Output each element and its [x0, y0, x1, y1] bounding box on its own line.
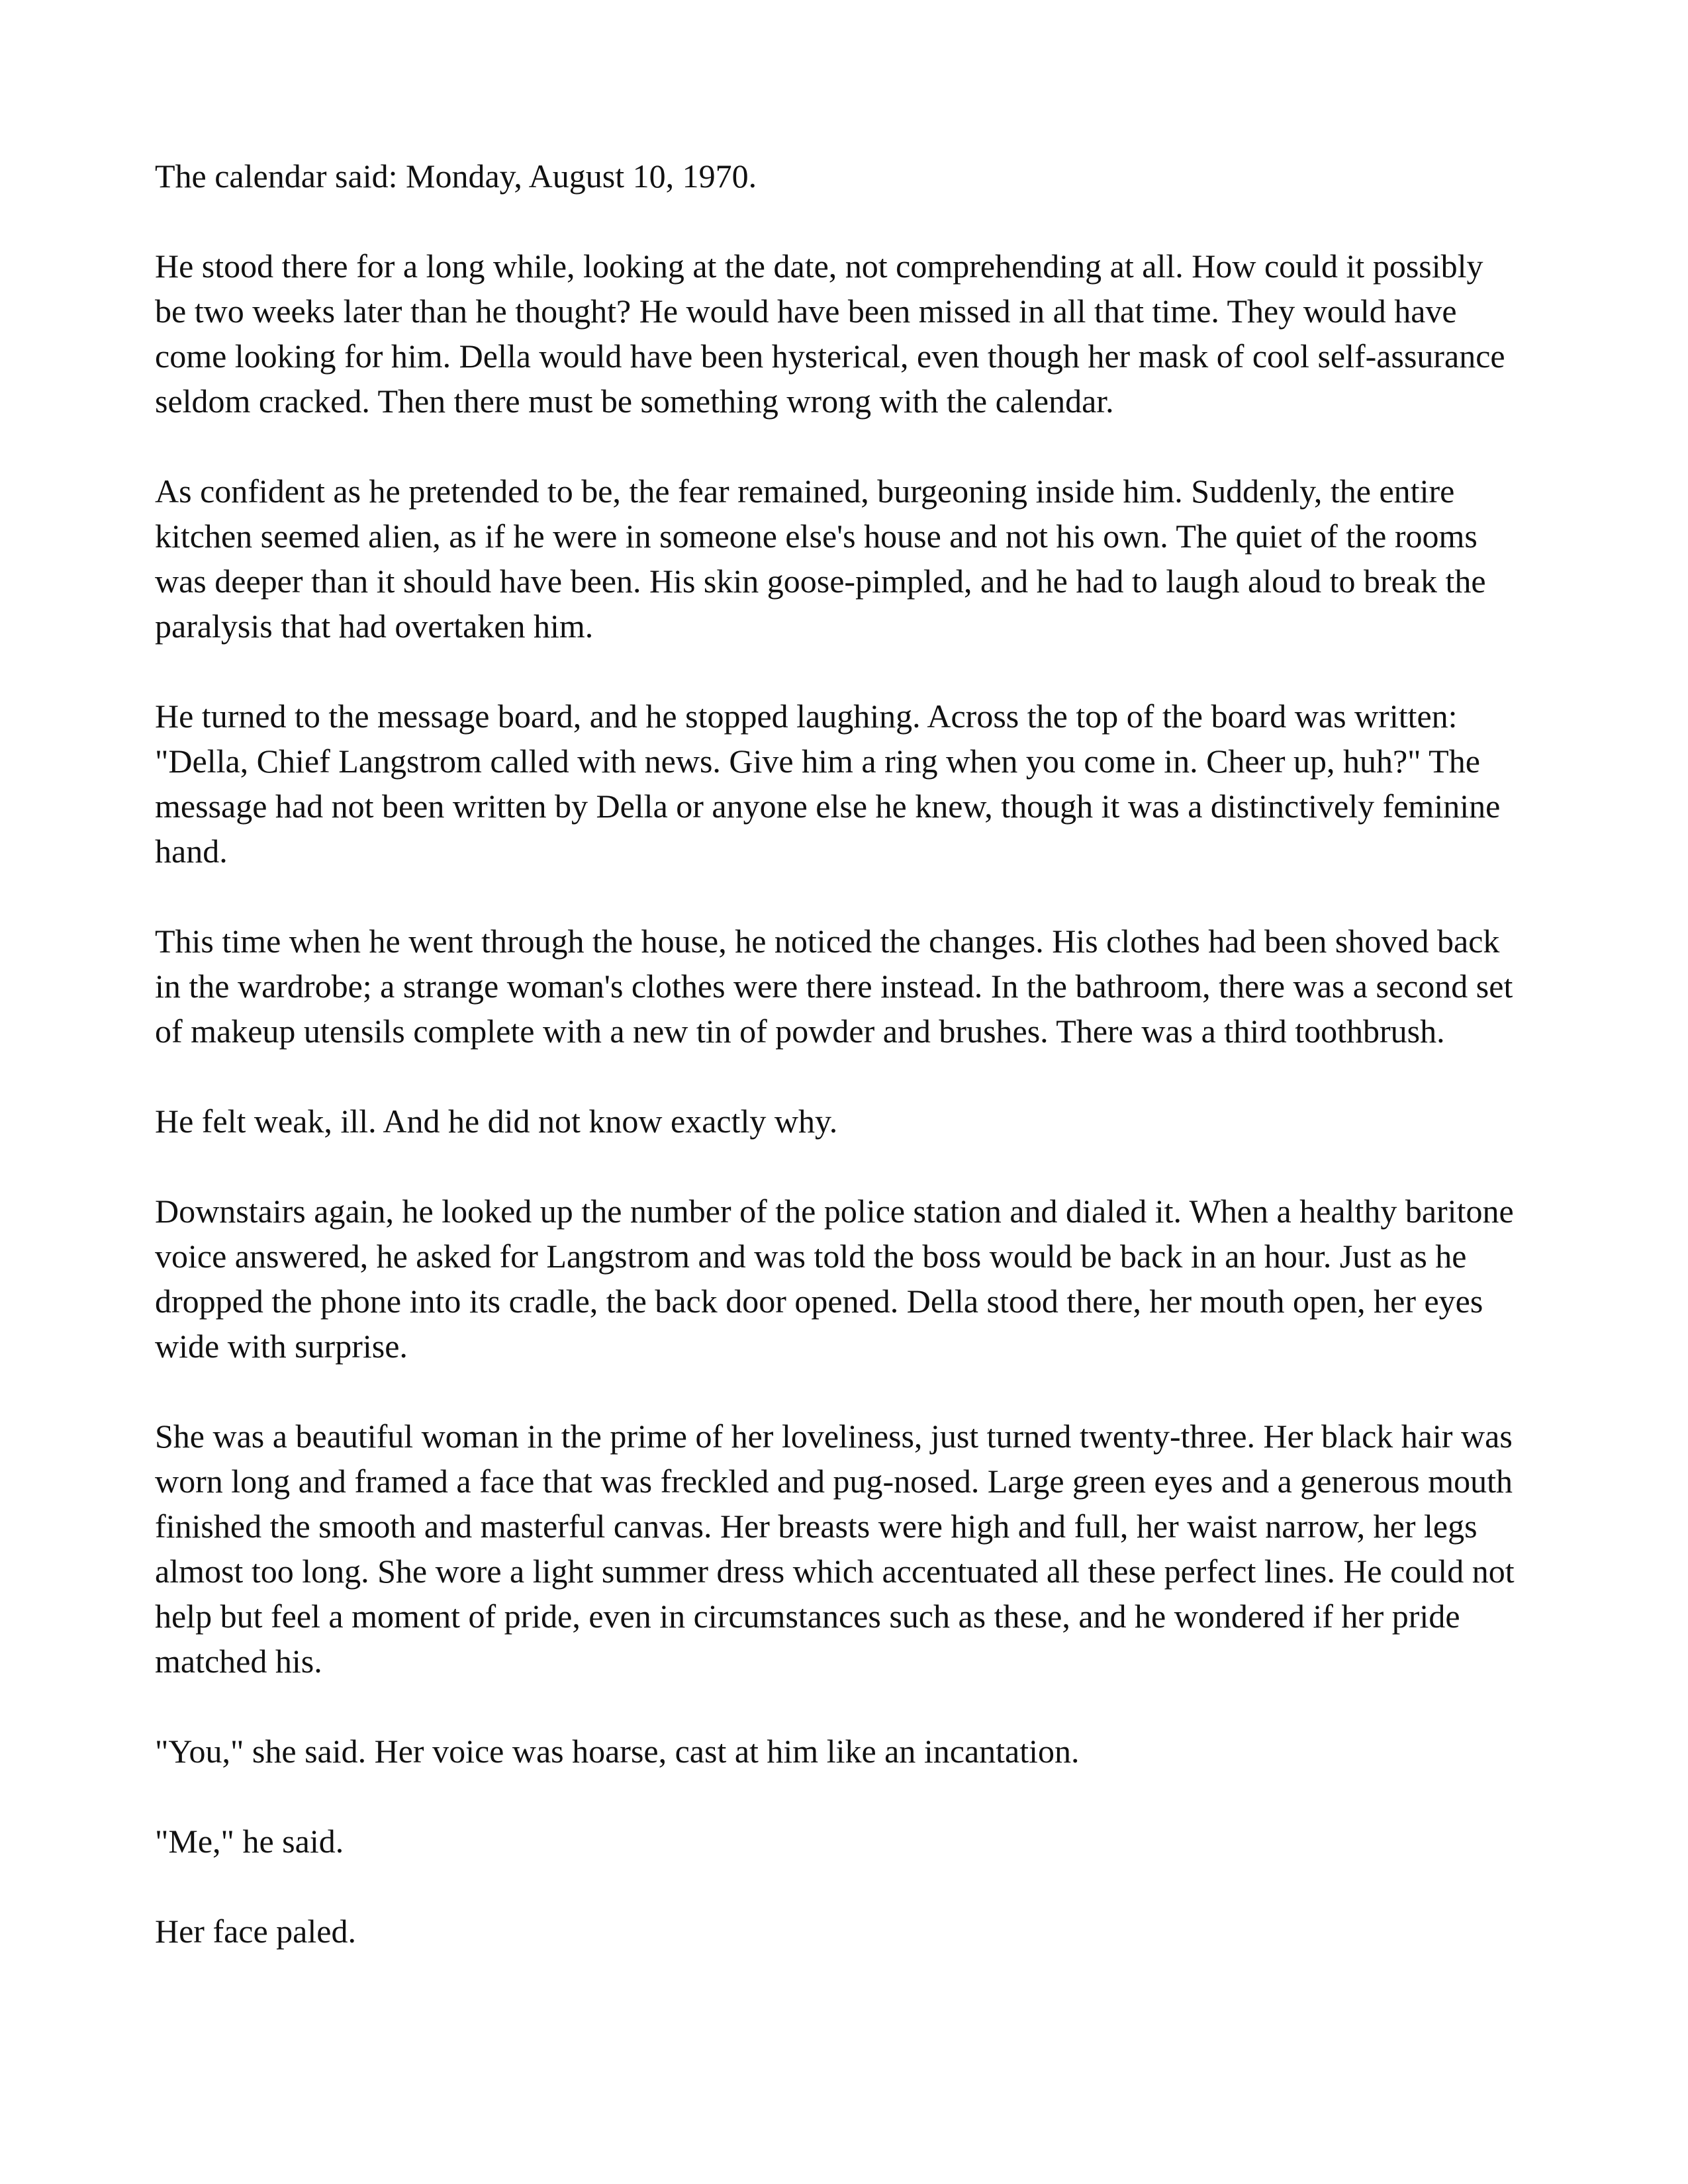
paragraph: This time when he went through the house, he noticed the changes. His clothes had been shoved back in the wardrobe; a strange woman's clothes were there instead. In the bathroom, there was a second set of makeup utensils complete with a new tin of powder and brushes. There was a third toothbrush.: [155, 923, 1513, 1050]
paragraph: Downstairs again, he looked up the number of the police station and dialed it. When a healthy baritone voice answered, he asked for Langstrom and was told the boss would be back in an hour. Just as he dropped the phone into its cradle, the back door opened. Della stood there, her mouth open, her eyes wide with surprise.: [155, 1193, 1514, 1365]
paragraph: He felt weak, ill. And he did not know exactly why.: [155, 1103, 838, 1140]
paragraph: He turned to the message board, and he stopped laughing. Across the top of the board was written: "Della, Chief Langstrom called with news. Give him a ring when you come in. Cheer up, huh?" The message had not been written by Della or anyone else he knew, though it was a distinctively feminine hand.: [155, 698, 1501, 870]
paragraph: "Me," he said.: [155, 1823, 344, 1860]
body-text: [155, 154, 1519, 1954]
paragraph: Her face paled.: [155, 1913, 356, 1950]
paragraph: As confident as he pretended to be, the fear remained, burgeoning inside him. Suddenly, the entire kitchen seemed alien, as if he were in someone else's house and not his own. The quiet of the rooms was deeper than it should have been. His skin goose-pimpled, and he had to laugh aloud to break the paralysis that had overtaken him.: [155, 473, 1486, 645]
paragraph: She was a beautiful woman in the prime of her loveliness, just turned twenty-three. Her black hair was worn long and framed a face that was freckled and pug-nosed. Large green eyes and a generous mouth finished the smooth and masterful canvas. Her breasts were high and full, her waist narrow, her legs almost too long. She wore a light summer dress which accentuated all these perfect lines. He could not help but feel a moment of pride, even in circumstances such as these, and he wondered if her pride matched his.: [155, 1418, 1515, 1680]
paragraph: He stood there for a long while, looking at the date, not comprehending at all. How could it possibly be two weeks later than he thought? He would have been missed in all that time. They would have come looking for him. Della would have been hysterical, even though her mask of cool self-assurance seldom cracked. Then there must be something wrong with the calendar.: [155, 248, 1505, 420]
paragraph: "You," she said. Her voice was hoarse, cast at him like an incantation.: [155, 1733, 1080, 1770]
paragraph: The calendar said: Monday, August 10, 1970.: [155, 158, 757, 195]
